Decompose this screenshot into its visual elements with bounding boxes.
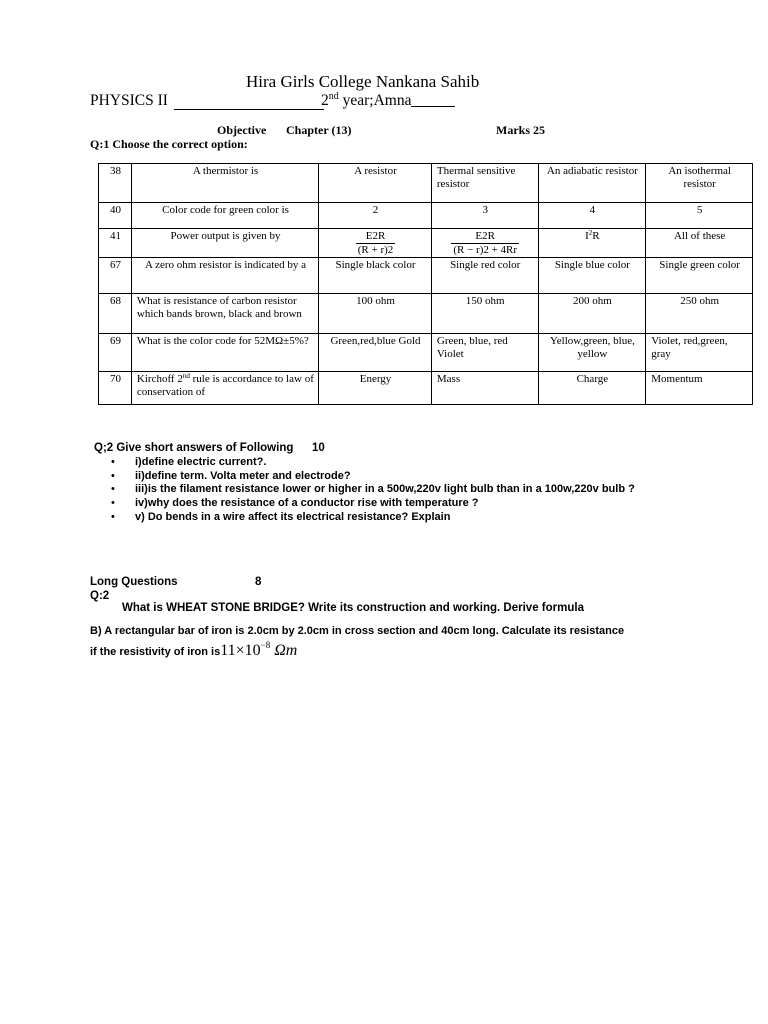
option-a: Green,red,blue Gold [319,334,432,372]
name-blank-line [411,94,455,107]
year-text: year;Amna [338,92,412,109]
option-b: Thermal sensitive resistor [431,164,538,203]
question-number: 69 [99,334,132,372]
power-exponent: 2 [588,229,593,237]
short-question-text: iii)is the filament resistance lower or higher in a 500w,220v light bulb than in a 100w,220v bulb ? [135,483,635,496]
bullet-icon: • [111,510,115,523]
list-item [111,456,671,470]
question-number: 38 [99,164,132,203]
objective-label: Objective [217,123,267,137]
question-text-start: Kirchoff 2 [136,373,183,385]
list-item [111,483,671,497]
subject-title: PHYSICS II [90,92,168,109]
formula-base: 11×10 [220,642,261,659]
formula-unit: Ωm [270,642,298,659]
question-number: 67 [99,258,132,294]
option-d: All of these [646,229,753,258]
q1-instruction: Q:1 Choose the correct option: [90,137,248,151]
option-b: Single red color [431,258,538,294]
table-row [99,258,753,294]
table-row [99,294,753,334]
option-b: Mass [431,372,538,405]
option-a [319,229,432,258]
wheatstone-question: What is WHEAT STONE BRIDGE? Write its construction and working. Derive formula [122,602,584,614]
option-d: Momentum [646,372,753,405]
option-a: A resistor [319,164,432,203]
question-number: 40 [99,203,132,229]
question-text: Power output is given by [131,229,318,258]
list-item [111,511,671,525]
long-question-label: Q:2 [90,590,110,602]
short-question-text: ii)define term. Volta meter and electrode? [135,469,351,482]
option-c: 4 [538,203,646,229]
fraction-denominator: (R − r)2 + 4Rr [453,243,518,256]
table-row [99,372,753,405]
year-student [321,92,455,110]
option-c: An adiabatic resistor [538,164,646,203]
part-b-question: B) A rectangular bar of iron is 2.0cm by 2.0cm in cross section and 40cm long. Calculate its resistance [90,625,625,637]
option-c: 200 ohm [538,294,646,334]
fraction-denominator: (R + r)2 [357,243,394,256]
resistivity-formula [220,642,297,659]
question-number: 70 [99,372,132,405]
option-c: Single blue color [538,258,646,294]
fraction-numerator: E2R [451,230,519,244]
formula-exponent: −8 [260,640,271,650]
long-questions-marks: 8 [255,576,262,588]
subject-underline [174,109,324,110]
school-name: Hira Girls College Nankana Sahib [246,72,480,91]
question-text: Color code for green color is [131,203,318,229]
part-b-text: if the resistivity of iron is [90,646,221,658]
option-c: Yellow,green, blue, yellow [538,334,646,372]
option-d: An isothermal resistor [646,164,753,203]
bullet-icon: • [111,483,115,496]
option-a: Energy [319,372,432,405]
short-question-text: i)define electric current?. [135,456,267,468]
question-text [131,372,318,405]
option-d: Single green color [646,258,753,294]
option-a: Single black color [319,258,432,294]
question-text: A thermistor is [131,164,318,203]
question-text: What is the color code for 52MΩ±5%? [131,334,318,372]
question-text: A zero ohm resistor is indicated by a [131,258,318,294]
option-b [431,229,538,258]
option-c [538,229,646,258]
long-questions-title: Long Questions [90,576,178,588]
option-a: 2 [319,203,432,229]
option-b: 150 ohm [431,294,538,334]
short-question-text: v) Do bends in a wire affect its electrical resistance? Explain [135,510,451,523]
option-b: 3 [431,203,538,229]
power-base: I [585,230,589,242]
chapter-label: Chapter (13) [286,123,352,137]
table-row [99,334,753,372]
table-row [99,164,753,203]
question-text-end: rule is accordance to law of conservation of [136,373,314,398]
option-d: 250 ohm [646,294,753,334]
question-number: 41 [99,229,132,258]
table-row [99,203,753,229]
question-number: 68 [99,294,132,334]
year-suffix: nd [328,91,339,102]
fraction-numerator: E2R [356,230,396,244]
year-number: 2 [321,92,329,109]
bullet-icon: • [111,456,115,468]
option-c: Charge [538,372,646,405]
mcq-table [98,163,753,405]
ordinal-suffix: nd [182,372,190,380]
option-a: 100 ohm [319,294,432,334]
short-questions-list [111,456,671,525]
bullet-icon: • [111,497,115,510]
short-question-text: iv)why does the resistance of a conductor rise with temperature ? [135,497,479,510]
list-item [111,470,671,484]
option-b: Green, blue, red Violet [431,334,538,372]
bullet-icon: • [111,469,115,482]
fraction [356,230,396,256]
table-row [99,229,753,258]
part-b-question-cont [90,642,297,660]
power-tail: R [592,230,600,242]
short-questions-marks: 10 [312,442,325,454]
marks-label: Marks 25 [496,123,545,137]
list-item [111,497,671,511]
option-d: 5 [646,203,753,229]
question-text: What is resistance of carbon resistor which bands brown, black and brown [131,294,318,334]
short-questions-title: Q;2 Give short answers of Following [94,442,294,454]
fraction [451,230,519,256]
option-d: Violet, red,green, gray [646,334,753,372]
